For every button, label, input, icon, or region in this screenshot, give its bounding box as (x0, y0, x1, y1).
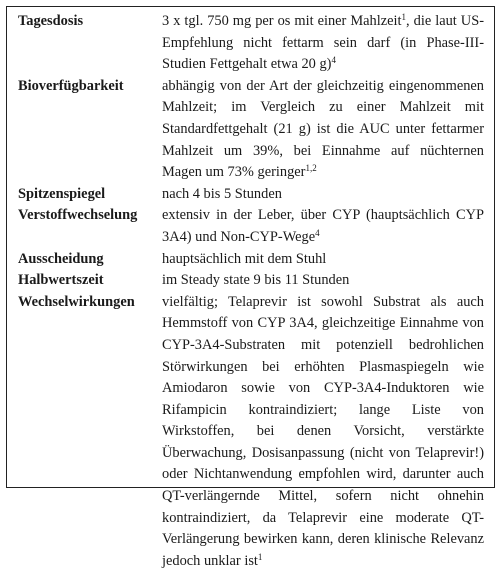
table-row (12, 184, 484, 206)
row-term: Spitzenspiegel (18, 185, 106, 202)
row-description: 3 x tgl. 750 mg per os mit einer Mahlzeit$^1$, die laut US-Empfehlung nicht fettarm sein darf (in Phase-III-Studien Fettgehalt etwa 20 g)$^4$ (162, 12, 484, 73)
row-term: Ausscheidung (18, 250, 104, 267)
row-term: Wechselwirkungen (18, 293, 135, 310)
table-row (12, 292, 484, 572)
row-description: nach 4 bis 5 Stunden (162, 185, 282, 202)
footnote-ref: 1 (257, 551, 263, 562)
row-term: Halbwertszeit (18, 272, 104, 289)
footnote-ref: 2 (312, 163, 317, 174)
pharmacology-table (12, 11, 484, 572)
row-term: Bioverfügbarkeit (18, 77, 124, 94)
footnote-ref: 4 (315, 227, 320, 238)
footnote-ref: 1 (305, 163, 310, 174)
row-description: extensiv in der Leber, über CYP (hauptsächlich CYP 3A4) und Non-CYP-Wege$^4$ (162, 207, 484, 245)
footnote-ref: , (309, 163, 313, 174)
footnote-ref: 1 (401, 12, 407, 22)
row-term: Tagesdosis (18, 13, 84, 29)
row-description: hauptsächlich mit dem Stuhl (162, 250, 327, 267)
table-row (12, 270, 484, 292)
row-description: abhängig von der Art der gleichzeitig eingenommenen Mahlzeit; im Vergleich zu einer Mahlzeit mit Standardfettgehalt (21 g) ist die AUC unter fettarmer Mahlzeit um 39%, bei Einnahme auf nüchternen Magen um 73% geringer$^{1,2}$ (162, 77, 484, 181)
table-row (12, 249, 484, 271)
table-row (12, 76, 484, 184)
row-description: vielfältig; Telaprevir ist sowohl Substrat als auch Hemmstoff von CYP 3A4, gleichzeitige Einnahme von CYP-3A4-Substraten mit potenziell bedrohlichen Störwirkungen bei erhöhten Plasmaspiegeln wie Amiodaron sowie von CYP-3A4-Induktoren wie Rifampicin kontraindiziert; lange Liste von Wirkstoffen, bei denen Vorsicht, verstärkte Überwachung, Dosisanpassung (nicht von Telaprevir!) oder Nichtanwendung empfohlen wird, darunter auch QT-verlängernde Mittel, sofern nicht ohnehin kontraindiziert, da Telaprevir eine moderate QT-Verlängerung bewirken kann, deren klinische Relevanz jedoch unklar ist$^1$ (162, 293, 484, 569)
table-row (12, 205, 484, 248)
footnote-ref: 4 (331, 55, 336, 66)
table-row (12, 11, 484, 76)
row-term: Verstoffwechselung (18, 207, 138, 224)
row-description: im Steady state 9 bis 11 Stunden (162, 272, 350, 289)
